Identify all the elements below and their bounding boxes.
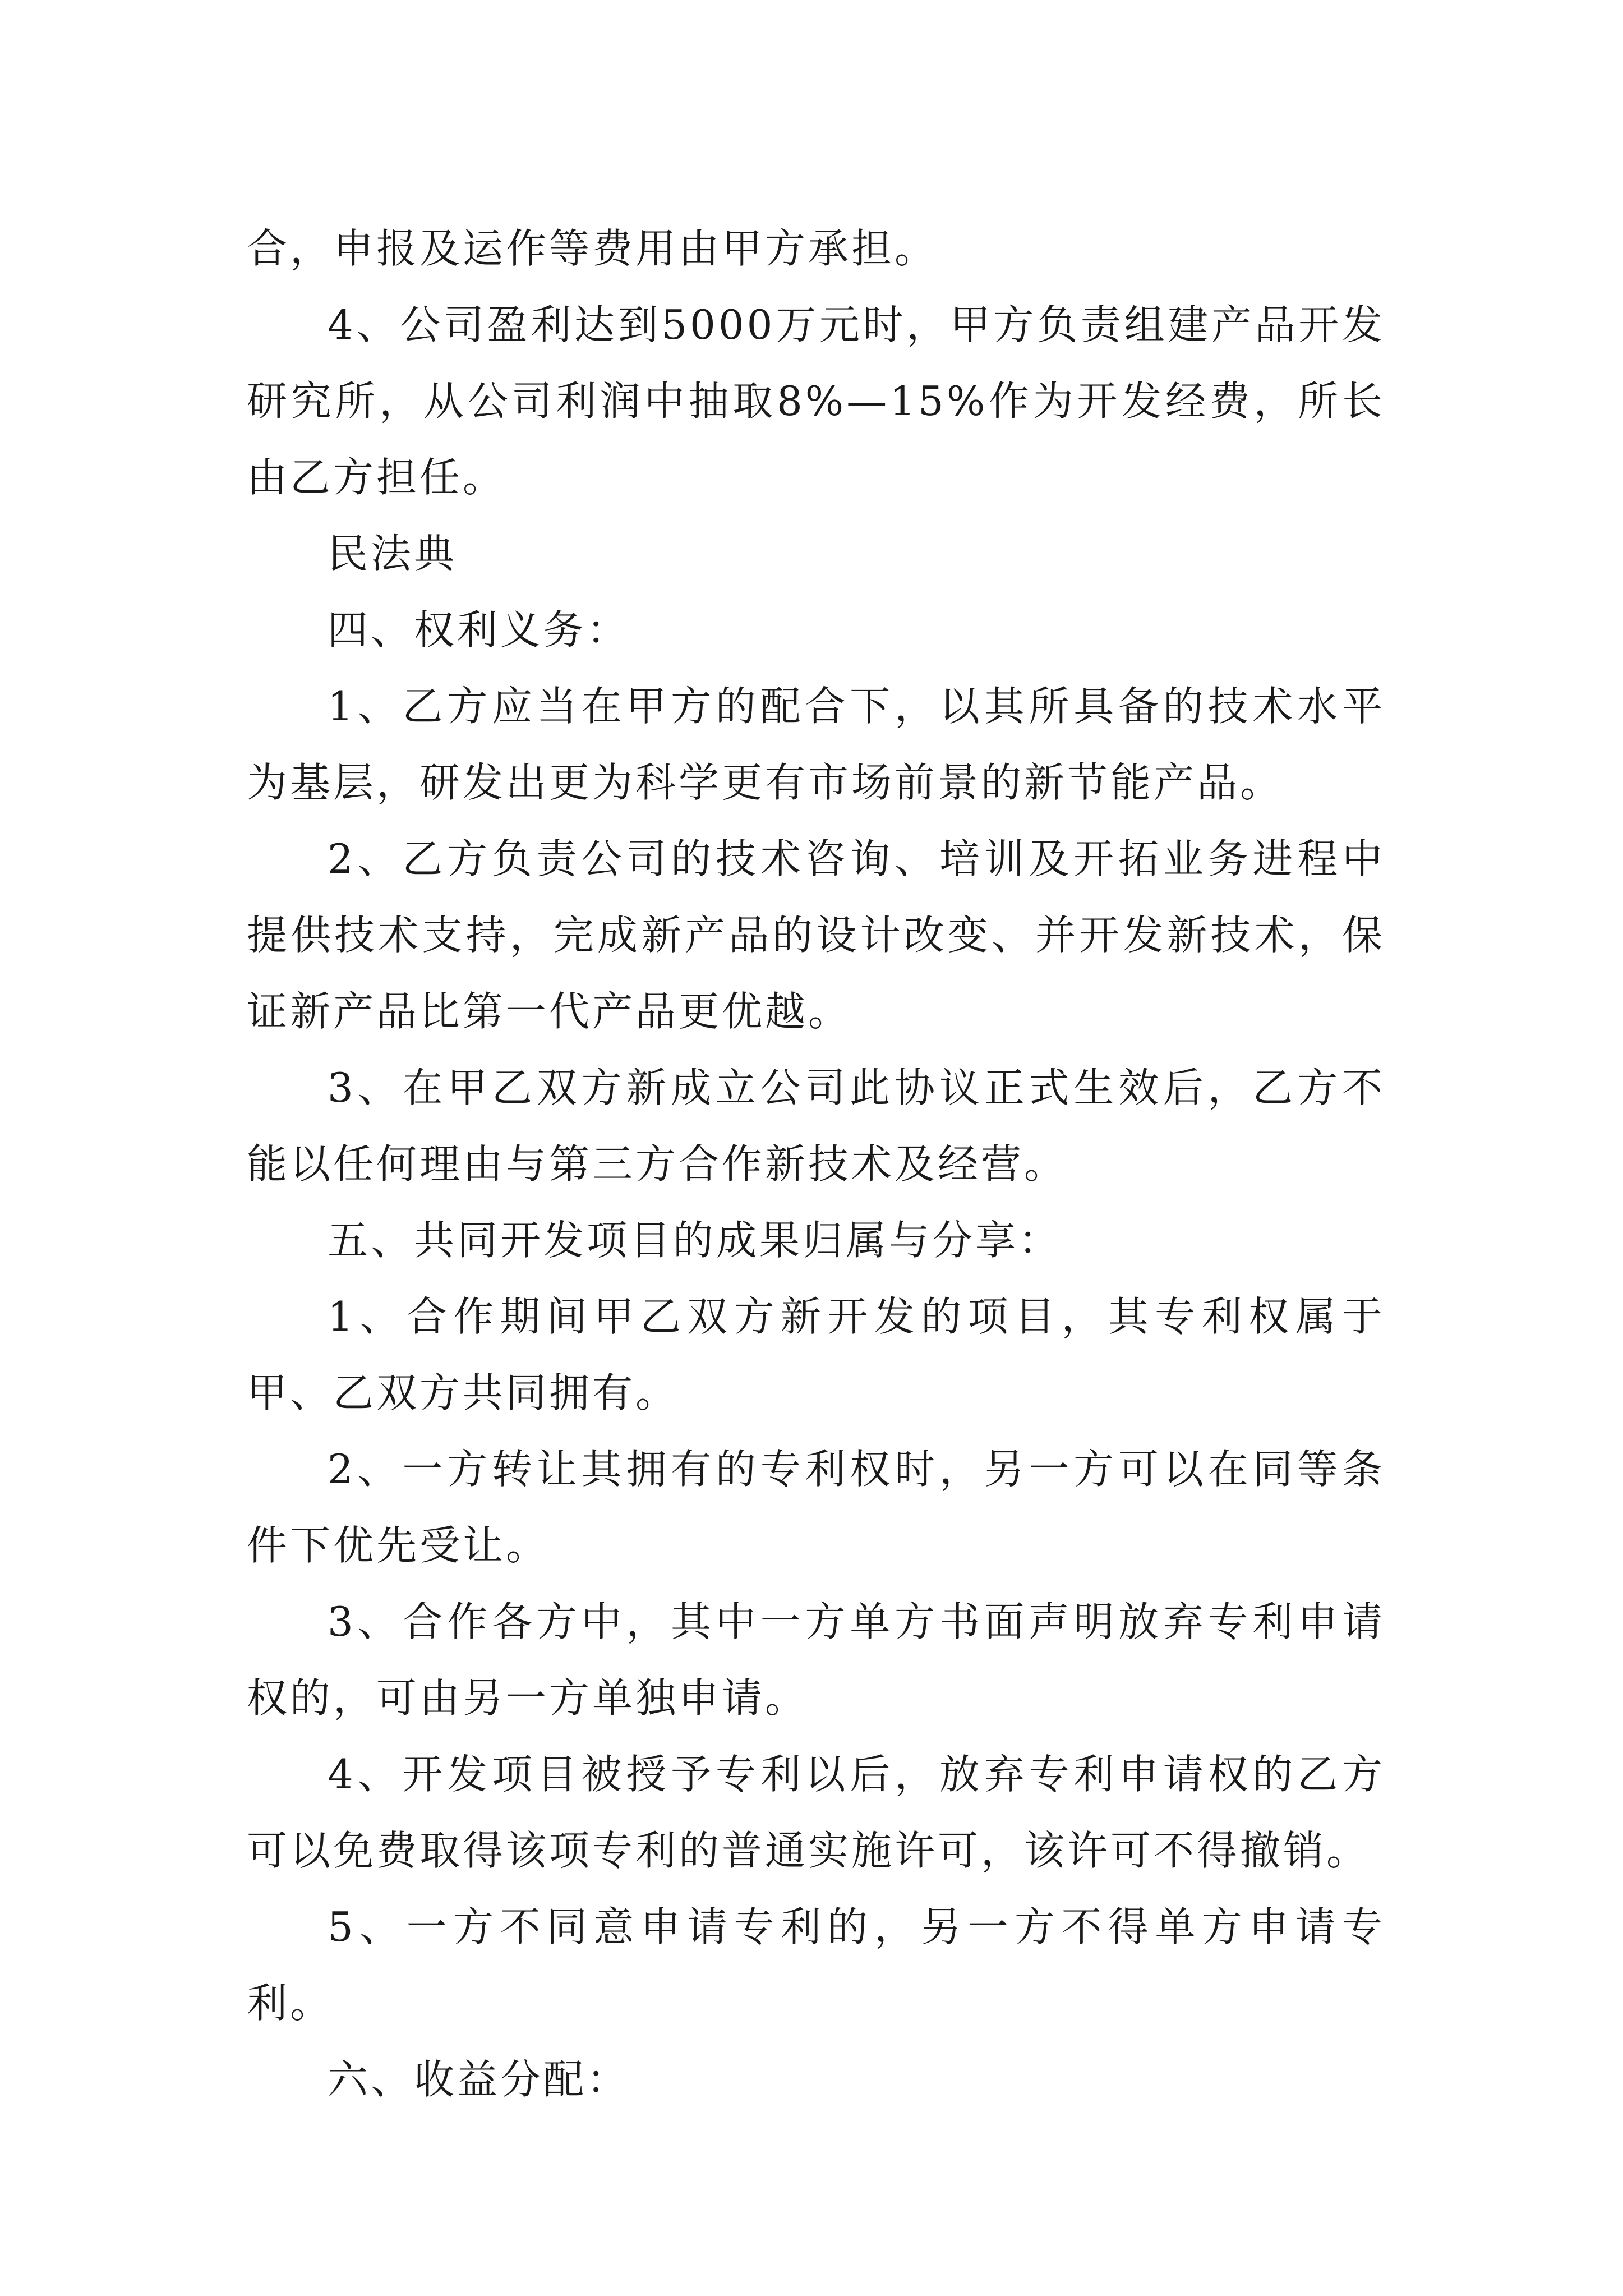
paragraph-clause-5-1: 1、合作期间甲乙双方新开发的项目，其专利权属于甲、乙双方共同拥有。 — [247, 1293, 1385, 1416]
paragraph-clause-5-4: 4、开发项目被授予专利以后，放弃专利申请权的乙方可以免费取得该项专利的普通实施许可，该许可不得撤销。 — [247, 1751, 1385, 1874]
section-heading-profit-distribution: 六、收益分配： — [328, 2056, 630, 2103]
paragraph-clause-4-1: 1、乙方应当在甲方的配合下，以其所具备的技术水平为基层，研发出更为科学更有市场前景的新节能产品。 — [247, 683, 1385, 806]
section-heading-results-ownership: 五、共同开发项目的成果归属与分享： — [328, 1217, 1062, 1264]
paragraph-clause-5-3: 3、合作各方中，其中一方单方书面声明放弃专利申请权的，可由另一方单独申请。 — [247, 1598, 1385, 1722]
paragraph-clause-5-5: 5、一方不同意申请专利的，另一方不得单方申请专利。 — [247, 1903, 1385, 2027]
section-heading-rights-obligations: 四、权利义务： — [328, 606, 630, 654]
paragraph-continuation: 合，申报及运作等费用由甲方承担。 — [247, 225, 938, 272]
document-body — [247, 210, 1385, 2118]
paragraph-clause-4-3: 3、在甲乙双方新成立公司此协议正式生效后，乙方不能以任何理由与第三方合作新技术及经营。 — [247, 1064, 1385, 1188]
paragraph-clause-5-2: 2、一方转让其拥有的专利权时，另一方可以在同等条件下优先受让。 — [247, 1446, 1385, 1569]
paragraph-civil-code: 民法典 — [328, 530, 458, 577]
paragraph-clause-3-4: 4、公司盈利达到5000万元时，甲方负责组建产品开发研究所，从公司利润中抽取8%—15%作为开发经费，所长由乙方担任。 — [247, 301, 1385, 501]
paragraph-clause-4-2: 2、乙方负责公司的技术咨询、培训及开拓业务进程中提供技术支持，完成新产品的设计改变、并开发新技术，保证新产品比第一代产品更优越。 — [247, 835, 1385, 1035]
